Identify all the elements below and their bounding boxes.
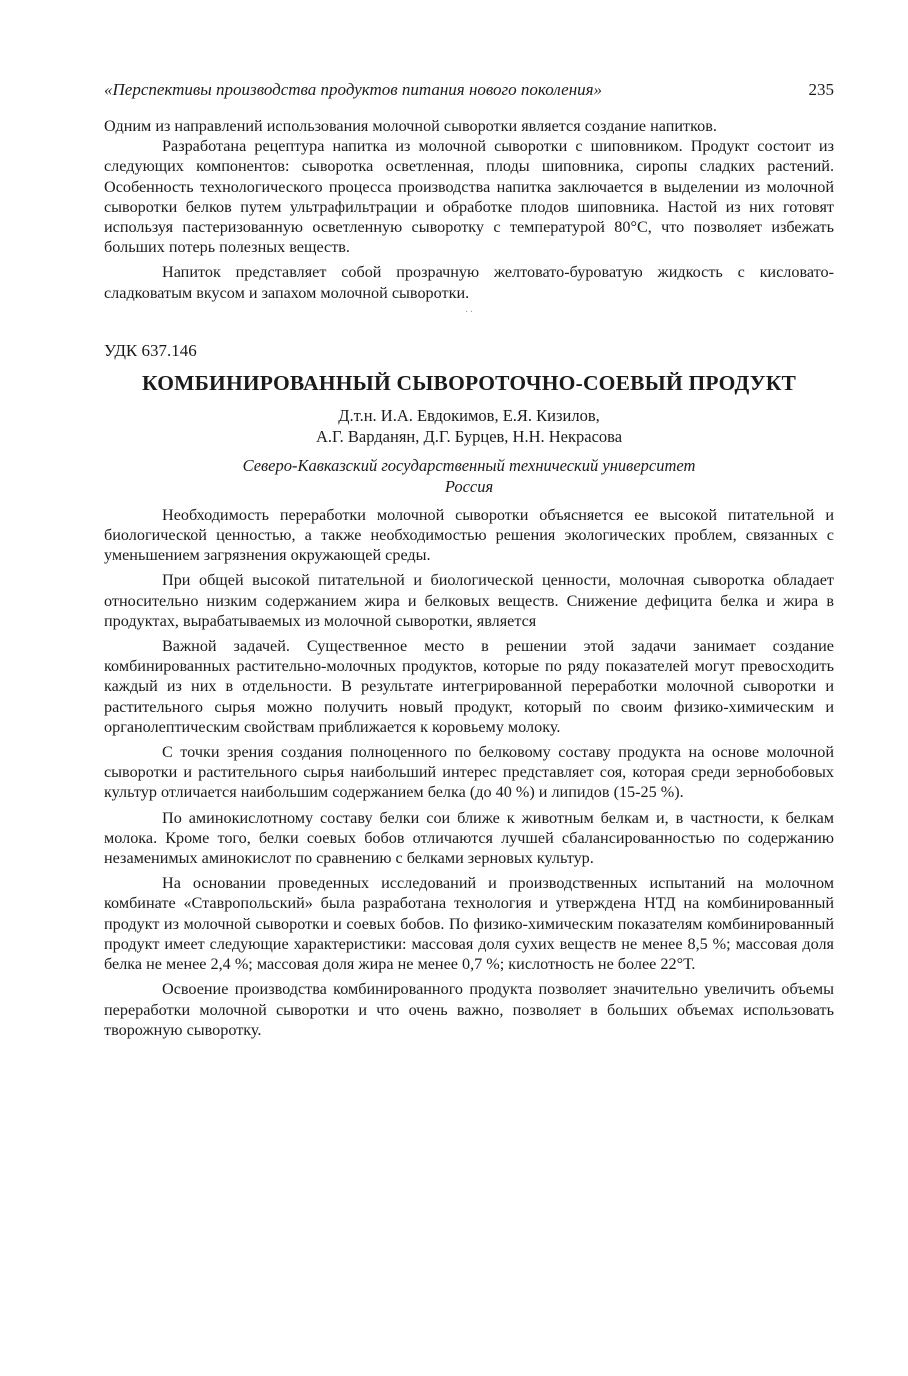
article-paragraph-7: Освоение производства комбинированного продукта позволяет значительно увеличить объемы переработки молочной сыворотки и что очень важно, позволяет в больших объемах использовать творожную сыворотку. [104,980,834,1039]
intro-paragraph-2: Разработана рецептура напитка из молочной сыворотки с шиповником. Продукт состоит из следующих компонентов: сыворотка осветленная, плоды шиповника, сиропы сладких растений. Особенность технологического процесса производства напитка заключается в выделении из молочной сыворотки белков путем ультрафильтрации и обработке плодов шиповника. Настой из них готовят используя пастеризованную осветленную сыворотку с температурой 80°С, что позволяет избежать больших потерь полезных веществ. [104,137,834,257]
running-header [104,76,834,104]
page-number: 235 [808,80,834,99]
authors-line-1: Д.т.н. И.А. Евдокимов, Е.Я. Кизилов, [338,405,600,425]
article-paragraph-2: При общей высокой питательной и биологической ценности, молочная сыворотка обладает относительно низким содержанием жира и белковых веществ. Снижение дефицита белка и жира в продуктах, вырабатываемых из молочной сыворотки, является [104,571,834,630]
page-body [104,116,834,1040]
article-paragraph-6: На основании проведенных исследований и производственных испытаний на молочном комбинате «Ставропольский» была разработана технология и утверждена НТД на комбинированный продукт из молочной сыворотки и соевых бобов. По физико-химическим показателям комбинированный продукт имеет следующие характеристики: массовая доля сухих веществ не менее 8,5 %; массовая доля белка не менее 2,4 %; массовая доля жира не менее 0,7 %; кислотность не более 22°Т. [104,874,834,974]
udc-code: УДК 637.146 [104,340,197,360]
article-paragraph-1: Необходимость переработки молочной сыворотки объясняется ее высокой питательной и биологической ценностью, а также необходимостью решения экологических проблем, связанных с уменьшением загрязнения окружающей среды. [104,505,834,565]
article-paragraph-4: С точки зрения создания полноценного по белковому составу продукта на основе молочной сыворотки и растительного сырья наибольший интерес представляет соя, которая среди зернобобовых культур отличается наибольшим содержанием белка (до 40 %) и липидов (15-25 %). [104,743,834,802]
intro-paragraph-3: Напиток представляет собой прозрачную желтовато-буроватую жидкость с кисловато-сладковатым вкусом и запахом молочной сыворотки. [104,263,834,302]
running-title: «Перспективы производства продуктов питания нового поколения» [104,80,603,99]
affiliation: Северо-Кавказский государственный технический университет [242,455,696,475]
article-paragraph-5: По аминокислотному составу белки сои ближе к животным белкам и, в частности, к белкам молока. Кроме того, белки соевых бобов отличаются лучшей сбалансированностью по содержанию незаменимых аминокислот по сравнению с белками зерновых культур. [104,808,834,868]
intro-paragraph-1: Одним из направлений использования молочной сыворотки является создание напитков. [104,117,717,135]
authors-line-2: А.Г. Варданян, Д.Г. Бурцев, Н.Н. Некрасова [315,426,623,446]
section-separator: . . [465,303,473,315]
article-title: КОМБИНИРОВАННЫЙ СЫВОРОТОЧНО-СОЕВЫЙ ПРОДУКТ [141,370,797,395]
article-paragraph-3: Важной задачей. Существенное место в решении этой задачи занимает создание комбинированных растительно-молочных продуктов, которые по ряду показателей могут превосходить каждый из них в отдельности. В результате интегрированной переработки молочной сыворотки и растительного сырья можно получить новый продукт, который по своим физико-химическим и органолептическим свойствам приближается к коровьему молоку. [104,637,834,736]
affiliation-country: Россия [444,476,494,496]
